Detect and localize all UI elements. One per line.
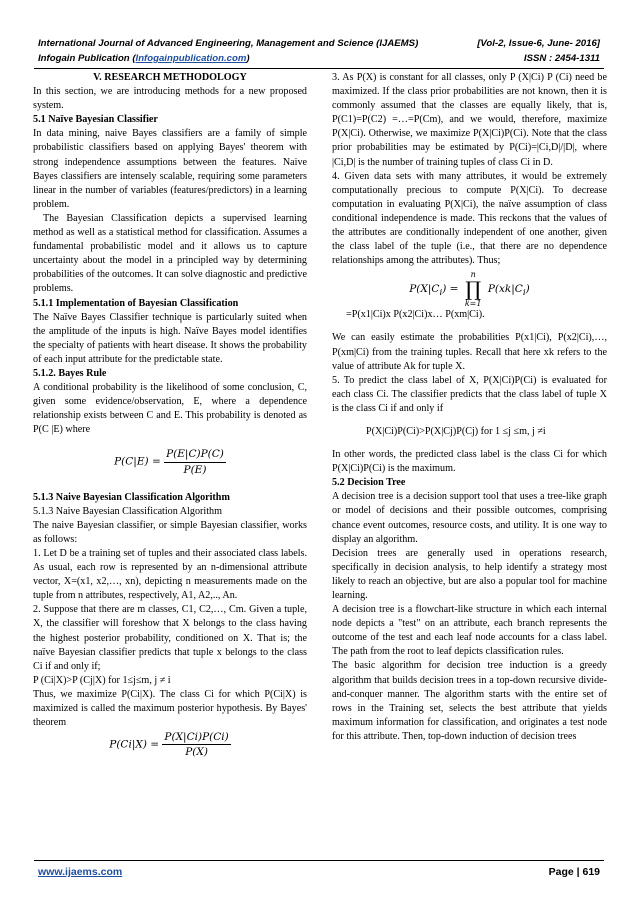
bayes-theorem-equation: P(Ci|X) = $\frac{P(X|Ci)P(Ci)}{P(X)}$ xyxy=(109,731,229,759)
section-heading: V. RESEARCH METHODOLOGY xyxy=(93,72,247,83)
product-symbol: n ∏ k=1 xyxy=(464,270,482,309)
algorithm-step: 2. Suppose that there are m classes, C1, C2,…, Cm. Given a tuple, X, the classifier will foreshow that X belongs to the class having the highest posterior probability, conditioned on X. That is; the naïve Bayesian classifier predicts that tuple x belongs to the class Ci if and only if; xyxy=(33,604,307,672)
page-number: Page | 619 xyxy=(548,866,600,878)
paragraph: The basic algorithm for decision tree induction is a greedy algorithm that builds decision trees in a top-down recursive divide-and-conquer manner. The algorithm starts with the entire set of rows in the Training set, selects the best attribute that yields maximum information for classification, and originates a test node for this attribute. Then, top-down induction of decision trees xyxy=(332,660,607,742)
algorithm-step: 1. Let D be a training set of tuples and their associated class labels. As usual, each row is represented by an n-dimensional attribute vector, X=(x1, x2,…, xn), depicting n measurements made on the tuple from n attributes, respectively, A1, A2,.., An. xyxy=(33,548,307,602)
subsection-heading: 5.1.3 Naive Bayesian Classification Algorithm xyxy=(33,491,230,503)
paragraph: We can easily estimate the probabilities P(x1|Ci), P(x2|Ci),…, P(xm|Ci) from the training tuples. Recall that here xk refers to the value of attribute Ak for tuple X. xyxy=(332,332,607,372)
paragraph: A decision tree is a decision support tool that uses a tree-like graph or model of decisions and their possible outcomes, comprising chance event outcomes, resource costs, and utility. It is one way to display an algorithm. xyxy=(332,491,607,545)
journal-website-link[interactable]: www.ijaems.com xyxy=(38,866,123,878)
paragraph: A decision tree is a flowchart-like structure in which each internal node depicts a "test" on an attribute, each branch represents the outcome of the test and each leaf node accounts for a class label. The path from the root to leaf depicts classification rules. xyxy=(332,604,607,658)
subsection-heading: 5.1 Naïve Bayesian Classifier xyxy=(33,114,158,126)
algorithm-step: 4. Given data sets with many attributes, it would be extremely computationally precious to compute P(X|Ci). To decrease computation in evaluating P(X|Ci), the naïve assumption of class conditional independence is made. This reckons that the values of the attributes are conditionally independent of one another, given the class label of the tuple (i.e., that there are no dependence relationships among the attributes). Thus; xyxy=(332,170,607,267)
subsection-heading: 5.1.1 Implementation of Bayesian Classification xyxy=(33,297,239,309)
paragraph: In this section, we are introducing methods for a new proposed system. xyxy=(33,86,307,112)
paragraph: The Bayesian Classification depicts a supervised learning method as well as a statistical method for classification. Assumes a fundamental probabilistic model and it allows us to capture uncertainty about the model in a principled way by determining probabilities of the outcomes. It can solve diagnostic and predictive problems. xyxy=(33,212,307,295)
condition: P (Ci|X)>P (Cj|X) for 1≤j≤m, j ≠ i xyxy=(33,674,171,686)
footer-rule xyxy=(34,860,604,861)
issn: ISSN : 2454-1311 xyxy=(523,53,600,64)
product-equation: $P(X|C_i)$ = n ∏ k=1 $P(xk|C_i)$ xyxy=(409,270,530,309)
publisher: Infogain Publication (Infogainpublication.com) xyxy=(38,53,250,64)
right-column xyxy=(332,71,607,744)
volume-issue: [Vol-2, Issue-6, June- 2016] xyxy=(477,38,600,49)
paragraph: The Naïve Bayes Classifier technique is particularly suited when the amplitude of the inputs is high. Naïve Bayes model identifies the specialty of patients with heart disease. It shows the probability of each input attribute for the predictable state. xyxy=(33,311,307,365)
paragraph: Decision trees are generally used in operations research, specifically in decision analysis, to help identify a strategy most likely to reach an objective, but are also a popular tool for machine learning. xyxy=(332,547,607,601)
condition: P(X|Ci)P(Ci)>P(X|Cj)P(Cj) for 1 ≤j ≤m, j ≠i xyxy=(366,425,546,437)
bayes-equation: P(C|E) = $\frac{P(E|C)P(C)}{P(E)}$ xyxy=(114,448,224,476)
paragraph: The naive Bayesian classifier, or simple Bayesian classifier, works as follows: xyxy=(33,519,307,545)
expansion: =P(x1|Ci)x P(x2|Ci)x… P(xm|Ci). xyxy=(346,309,485,321)
fraction: $\frac{P(X|Ci)P(Ci)}{P(X)}$ xyxy=(164,731,229,759)
algorithm-step: 5. To predict the class label of X, P(X|Ci)P(Ci) is evaluated for each class Ci. The classifier predicts that the class label of tuple X is the class Ci if and only if xyxy=(332,374,607,414)
publisher-link[interactable]: Infogainpublication.com xyxy=(135,53,247,64)
paragraph: Thus, we maximize P(Ci|X). The class Ci for which P(Ci|X) is maximized is called the maximum posterior hypothesis. By Bayes' theorem xyxy=(33,688,307,729)
paragraph: 5.1.3 Naive Bayesian Classification Algorithm xyxy=(33,505,222,517)
algorithm-step: 3. As P(X) is constant for all classes, only P (X|Ci) P (Ci) need be maximized. If the class prior probabilities are not known, then it is commonly assumed that the classes are equally likely, that is, P(C1)=P(C2) =…=P(Cm), and we would, therefore, maximize P(X|Ci). Otherwise, we maximize P(X|Ci)P(Ci). Note that the class prior probabilities may be estimated by P(Ci)=|Ci,D|/|D|, where |Ci,D| is the number of training tuples of class Ci in D. xyxy=(332,72,607,168)
fraction: $\frac{P(E|C)P(C)}{P(E)}$ xyxy=(166,448,224,476)
journal-title: International Journal of Advanced Engineering, Management and Science (IJAEMS) xyxy=(38,38,419,49)
subsection-heading: 5.2 Decision Tree xyxy=(332,477,406,489)
paragraph: A conditional probability is the likelihood of some conclusion, C, given some evidence/observation, E, where a dependence relationship exists between C and E. This probability is denoted as P(C |E) where xyxy=(33,382,307,436)
header-rule xyxy=(34,68,604,69)
paragraph: In other words, the predicted class label is the class Ci for which P(X|Ci)P(Ci) is the maximum. xyxy=(332,449,607,475)
paragraph: In data mining, naive Bayes classifiers are a family of simple probabilistic classifiers based on applying Bayes' theorem with strong independence assumptions between the features. Naive Bayes classifiers are intensely scalable, requiring some parameters linear in the number of variables (features/predictors) in a learning problem. xyxy=(33,128,307,210)
left-column xyxy=(33,71,307,759)
subsection-heading: 5.1.2. Bayes Rule xyxy=(33,367,107,379)
